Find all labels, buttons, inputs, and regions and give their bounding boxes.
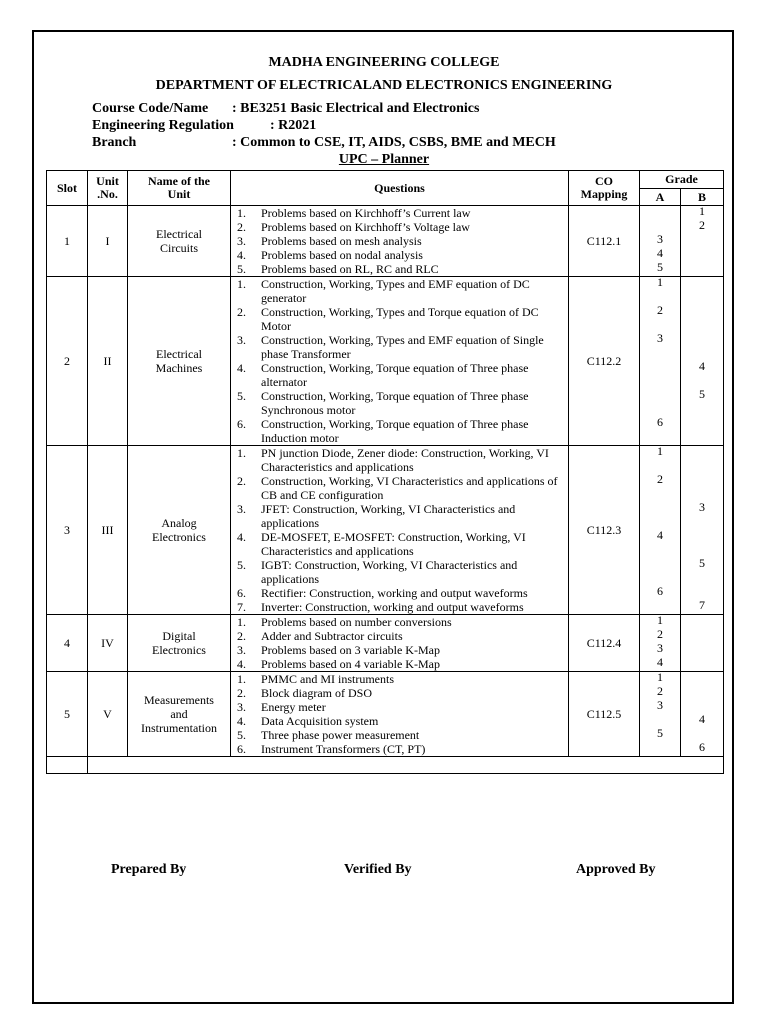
grade-b-value: 1	[699, 204, 705, 218]
question-number: 4.	[237, 248, 246, 262]
question-number: 1.	[237, 206, 246, 220]
question-item	[231, 643, 568, 657]
co-mapping-cell: C112.2	[569, 277, 640, 446]
table-row	[47, 277, 724, 446]
question-text: DE-MOSFET, E-MOSFET: Construction, Working, VI Characteristics and applications	[261, 530, 526, 558]
header-co-mapping: CO Mapping	[569, 171, 640, 206]
question-text: Construction, Working, VI Characteristics and applications of CB and CE configuration	[261, 474, 558, 502]
question-item	[231, 277, 568, 305]
unit-no-cell: III	[88, 446, 128, 615]
question-number: 4.	[237, 530, 246, 544]
co-mapping-cell: C112.1	[569, 206, 640, 277]
grade-a-value: 2	[657, 627, 663, 641]
question-list	[231, 615, 568, 671]
branch-label: Branch	[92, 135, 137, 150]
question-item	[231, 206, 568, 220]
question-list	[231, 277, 568, 445]
question-number: 3.	[237, 234, 246, 248]
unit-name-cell	[128, 277, 231, 446]
question-text: Construction, Working, Torque equation of Three phase alternator	[261, 361, 529, 389]
table-row	[47, 615, 724, 672]
table-row	[47, 206, 724, 277]
question-number: 2.	[237, 629, 246, 643]
question-item	[231, 700, 568, 714]
unit-no-cell: IV	[88, 615, 128, 672]
regulation-label: Engineering Regulation	[92, 118, 234, 133]
planner-title: UPC – Planner	[338, 152, 430, 167]
branch-value: : Common to CSE, IT, AIDS, CSBS, BME and MECH	[232, 135, 556, 150]
question-text: Construction, Working, Torque equation of Three phase Induction motor	[261, 417, 529, 445]
unit-name-line: Instrumentation	[141, 721, 217, 735]
table-row-empty	[47, 757, 724, 774]
question-text: Instrument Transformers (CT, PT)	[261, 742, 426, 756]
question-number: 3.	[237, 643, 246, 657]
question-item	[231, 333, 568, 361]
question-text: Problems based on Kirchhoff’s Voltage law	[261, 220, 470, 234]
unit-name-line: Measurements	[144, 693, 214, 707]
grade-b-value: 7	[699, 598, 705, 612]
question-number: 3.	[237, 700, 246, 714]
question-list	[231, 446, 568, 614]
unit-name-cell	[128, 672, 231, 757]
question-item	[231, 502, 568, 530]
question-item	[231, 728, 568, 742]
unit-no-cell: V	[88, 672, 128, 757]
grade-b-value: 3	[699, 500, 705, 514]
question-number: 4.	[237, 714, 246, 728]
approved-by-label: Approved By	[576, 862, 656, 877]
question-item	[231, 586, 568, 600]
question-number: 2.	[237, 474, 246, 488]
header-grade: Grade	[640, 171, 724, 189]
question-text: Inverter: Construction, working and output waveforms	[261, 600, 524, 614]
question-item	[231, 234, 568, 248]
department-name: DEPARTMENT OF ELECTRICALAND ELECTRONICS ENGINEERING	[155, 78, 613, 93]
questions-cell	[231, 672, 569, 757]
co-mapping-cell: C112.4	[569, 615, 640, 672]
unit-name-cell	[128, 446, 231, 615]
grade-a-cell	[640, 206, 681, 277]
question-number: 6.	[237, 742, 246, 756]
question-item	[231, 672, 568, 686]
question-text: PN junction Diode, Zener diode: Construction, Working, VI Characteristics and applications	[261, 446, 549, 474]
question-number: 2.	[237, 305, 246, 319]
verified-by-label: Verified By	[344, 862, 412, 877]
question-text: Construction, Working, Torque equation of Three phase Synchronous motor	[261, 389, 529, 417]
unit-name-line: Machines	[155, 361, 203, 375]
question-item	[231, 361, 568, 389]
question-text: Adder and Subtractor circuits	[261, 629, 403, 643]
unit-name-line: Electronics	[152, 530, 206, 544]
prepared-by-label: Prepared By	[111, 862, 187, 877]
slot-cell: 5	[47, 672, 88, 757]
slot-cell: 1	[47, 206, 88, 277]
grade-a-value: 4	[657, 655, 663, 669]
question-item	[231, 657, 568, 671]
empty-cell	[47, 757, 88, 774]
course-label: Course Code/Name	[92, 101, 209, 116]
grade-a-cell	[640, 672, 681, 757]
questions-cell	[231, 446, 569, 615]
unit-name-line: Electrical	[156, 347, 202, 361]
grade-b-value: 4	[699, 712, 705, 726]
unit-name-line: and	[170, 707, 188, 721]
grade-a-cell	[640, 277, 681, 446]
question-text: Problems based on Kirchhoff’s Current law	[261, 206, 471, 220]
question-text: Problems based on number conversions	[261, 615, 452, 629]
grade-a-value: 3	[657, 698, 663, 712]
question-text: PMMC and MI instruments	[261, 672, 395, 686]
question-item	[231, 262, 568, 276]
unit-no-cell: II	[88, 277, 128, 446]
questions-cell	[231, 206, 569, 277]
slot-cell: 2	[47, 277, 88, 446]
grade-a-value: 4	[657, 246, 663, 260]
regulation-value: : R2021	[270, 118, 317, 133]
slot-cell: 4	[47, 615, 88, 672]
grade-a-value: 1	[657, 275, 663, 289]
question-text: Three phase power measurement	[261, 728, 420, 742]
question-item	[231, 558, 568, 586]
question-text: Problems based on RL, RC and RLC	[261, 262, 439, 276]
planner-table	[46, 170, 724, 774]
question-number: 5.	[237, 389, 246, 403]
question-text: Construction, Working, Types and EMF equation of Single phase Transformer	[261, 333, 544, 361]
question-number: 1.	[237, 446, 246, 460]
question-text: Problems based on mesh analysis	[261, 234, 422, 248]
question-item	[231, 742, 568, 756]
table-row	[47, 446, 724, 615]
question-number: 3.	[237, 333, 246, 347]
question-item	[231, 714, 568, 728]
grade-b-value: 6	[699, 740, 705, 754]
empty-cell	[88, 757, 724, 774]
question-item	[231, 615, 568, 629]
grade-a-value: 3	[657, 641, 663, 655]
question-item	[231, 389, 568, 417]
question-item	[231, 629, 568, 643]
unit-name-cell	[128, 615, 231, 672]
header-unit-no: Unit .No.	[88, 171, 128, 206]
question-item	[231, 600, 568, 614]
question-item	[231, 446, 568, 474]
grade-a-value: 5	[657, 726, 663, 740]
question-text: Block diagram of DSO	[261, 686, 372, 700]
grade-b-cell	[681, 672, 724, 757]
question-text: Construction, Working, Types and EMF equation of DC generator	[261, 277, 530, 305]
question-text: Construction, Working, Types and Torque equation of DC Motor	[261, 305, 539, 333]
co-mapping-cell: C112.5	[569, 672, 640, 757]
grade-a-cell	[640, 446, 681, 615]
question-text: Problems based on 3 variable K-Map	[261, 643, 440, 657]
grade-a-cell	[640, 615, 681, 672]
grade-a-value: 6	[657, 584, 663, 598]
grade-b-cell	[681, 206, 724, 277]
questions-cell	[231, 277, 569, 446]
question-item	[231, 417, 568, 445]
co-mapping-cell: C112.3	[569, 446, 640, 615]
question-number: 7.	[237, 600, 246, 614]
question-item	[231, 248, 568, 262]
question-number: 1.	[237, 672, 246, 686]
header-slot: Slot	[47, 171, 88, 206]
grade-a-value: 1	[657, 670, 663, 684]
grade-b-cell	[681, 277, 724, 446]
questions-cell	[231, 615, 569, 672]
question-number: 2.	[237, 686, 246, 700]
grade-a-value: 2	[657, 684, 663, 698]
header-grade-b: B	[681, 189, 724, 206]
header-questions: Questions	[231, 171, 569, 206]
header-grade-a: A	[640, 189, 681, 206]
question-list	[231, 206, 568, 276]
question-item	[231, 305, 568, 333]
question-number: 4.	[237, 361, 246, 375]
unit-name-line: Analog	[161, 516, 197, 530]
question-number: 1.	[237, 277, 246, 291]
grade-a-value: 1	[657, 613, 663, 627]
grade-a-value: 5	[657, 260, 663, 274]
grade-b-value: 5	[699, 387, 705, 401]
slot-cell: 3	[47, 446, 88, 615]
question-number: 3.	[237, 502, 246, 516]
question-text: Problems based on nodal analysis	[261, 248, 423, 262]
question-item	[231, 686, 568, 700]
unit-no-cell: I	[88, 206, 128, 277]
grade-b-value: 4	[699, 359, 705, 373]
grade-a-value: 1	[657, 444, 663, 458]
table-row	[47, 672, 724, 757]
question-number: 5.	[237, 262, 246, 276]
question-list	[231, 672, 568, 756]
grade-a-value: 2	[657, 303, 663, 317]
question-text: JFET: Construction, Working, VI Characteristics and applications	[261, 502, 516, 530]
question-number: 6.	[237, 417, 246, 431]
unit-name-line: Electronics	[152, 643, 206, 657]
question-text: Rectifier: Construction, working and output waveforms	[261, 586, 528, 600]
question-number: 5.	[237, 728, 246, 742]
unit-name-line: Electrical	[156, 227, 202, 241]
question-number: 6.	[237, 586, 246, 600]
grade-a-value: 4	[657, 528, 663, 542]
grade-b-cell	[681, 615, 724, 672]
unit-name-line: Circuits	[160, 241, 198, 255]
header-unit-name: Name of the Unit	[128, 171, 231, 206]
question-text: Problems based on 4 variable K-Map	[261, 657, 440, 671]
grade-b-value: 2	[699, 218, 705, 232]
question-number: 2.	[237, 220, 246, 234]
college-name: MADHA ENGINEERING COLLEGE	[268, 55, 500, 70]
question-number: 5.	[237, 558, 246, 572]
unit-name-line: Digital	[162, 629, 196, 643]
unit-name-cell	[128, 206, 231, 277]
grade-b-cell	[681, 446, 724, 615]
question-number: 4.	[237, 657, 246, 671]
course-value: : BE3251 Basic Electrical and Electronics	[232, 101, 480, 116]
question-text: Energy meter	[261, 700, 326, 714]
question-text: IGBT: Construction, Working, VI Characteristics and applications	[261, 558, 518, 586]
question-item	[231, 530, 568, 558]
grade-a-value: 3	[657, 232, 663, 246]
grade-b-value: 5	[699, 556, 705, 570]
question-text: Data Acquisition system	[261, 714, 379, 728]
grade-a-value: 2	[657, 472, 663, 486]
grade-a-value: 6	[657, 415, 663, 429]
question-item	[231, 220, 568, 234]
question-number: 1.	[237, 615, 246, 629]
question-item	[231, 474, 568, 502]
grade-a-value: 3	[657, 331, 663, 345]
